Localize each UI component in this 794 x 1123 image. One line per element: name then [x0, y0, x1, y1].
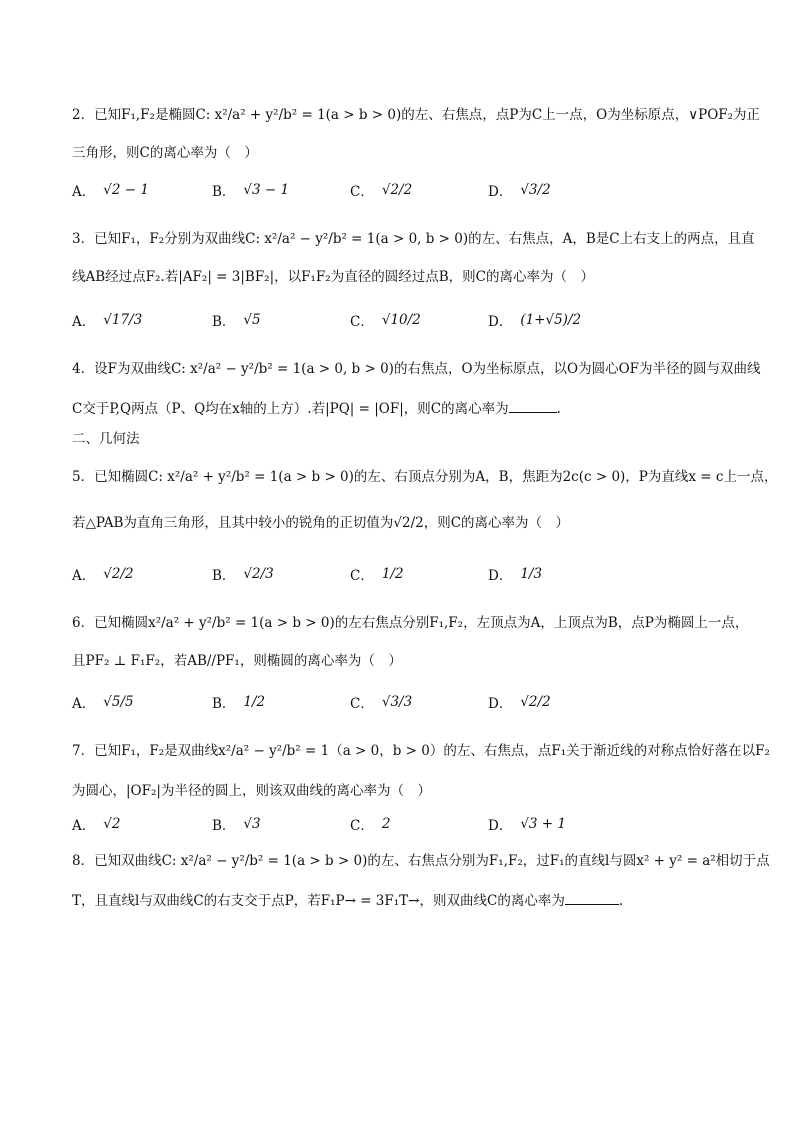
question-3-line-1: 3．已知F₁，F₂分别为双曲线C: x²/a² − y²/b² = 1(a > 0, b > 0)的左、右焦点，A，B是C上右支上的两点，且直 — [72, 231, 755, 247]
question-6-line-2: 且PF₂ ⊥ F₁F₂，若AB//PF₁，则椭圆的离心率为（ ） — [72, 653, 402, 669]
question-6-options — [72, 684, 732, 720]
option-d: D． √3 + 1 — [488, 816, 567, 834]
question-4-line-2: C交于P,Q两点（P、Q均在x轴的上方）.若|PQ| = |OF|，则C的离心率为 . — [72, 401, 561, 417]
option-a: A． √2/2 — [72, 566, 134, 584]
question-2-line-2: 三角形，则C的离心率为（ ） — [72, 145, 258, 161]
option-b: B． √3 — [212, 816, 261, 834]
option-c: C． √2/2 — [350, 182, 413, 200]
section-heading-geometry: 二、几何法 — [72, 431, 140, 447]
answer-blank[interactable] — [565, 892, 619, 905]
option-a: A． √17/3 — [72, 312, 143, 330]
answer-blank[interactable] — [509, 400, 557, 413]
option-a: A． √2 − 1 — [72, 182, 149, 200]
option-b: B． 1/2 — [212, 694, 266, 712]
question-8-line-2: T，且直线l与双曲线C的右支交于点P，若F₁P→ = 3F₁T→，则双曲线C的离心率为 . — [72, 893, 624, 909]
option-b: B． √5 — [212, 312, 261, 330]
question-2-line-1: 2．已知F₁,F₂是椭圆C: x²/a² + y²/b² = 1(a > b > 0)的左、右焦点，点P为C上一点，O为坐标原点，∨POF₂为正 — [72, 107, 761, 123]
question-7-options — [72, 806, 732, 842]
question-6-line-1: 6．已知椭圆x²/a² + y²/b² = 1(a > b > 0)的左右焦点分别F₁,F₂，左顶点为A，上顶点为B，点P为椭圆上一点， — [72, 615, 749, 631]
option-c: C． 1/2 — [350, 566, 404, 584]
option-d: D． √2/2 — [488, 694, 551, 712]
option-b: B． √3 − 1 — [212, 182, 290, 200]
option-d: D． 1/3 — [488, 566, 543, 584]
question-8-line-1: 8．已知双曲线C: x²/a² − y²/b² = 1(a > b > 0)的左、右焦点分别为F₁,F₂，过F₁的直线l与圆x² + y² = a²相切于点 — [72, 853, 770, 869]
question-3-line-2: 线AB经过点F₂.若|AF₂| = 3|BF₂|，以F₁F₂为直径的圆经过点B，则C的离心率为（ ） — [72, 269, 594, 285]
question-5-options — [72, 556, 732, 592]
question-7-line-1: 7．已知F₁，F₂是双曲线x²/a² − y²/b² = 1（a > 0，b > 0）的左、右焦点，点F₁关于渐近线的对称点恰好落在以F₂ — [72, 743, 770, 759]
option-b: B． √2/3 — [212, 566, 274, 584]
question-7-line-2: 为圆心，|OF₂|为半径的圆上，则该双曲线的离心率为（ ） — [72, 783, 431, 799]
option-c: C． 2 — [350, 816, 391, 834]
question-4-line-1: 4．设F为双曲线C: x²/a² − y²/b² = 1(a > 0, b > 0)的右焦点，O为坐标原点，以O为圆心OF为半径的圆与双曲线 — [72, 361, 761, 377]
question-3-options — [72, 302, 732, 338]
option-c: C． √3/3 — [350, 694, 413, 712]
question-2-options — [72, 172, 732, 208]
question-5-line-2: 若△PAB为直角三角形，且其中较小的锐角的正切值为√2/2，则C的离心率为（ ） — [72, 515, 570, 531]
option-a: A． √2 — [72, 816, 121, 834]
option-c: C． √10/2 — [350, 312, 421, 330]
question-5-line-1: 5．已知椭圆C: x²/a² + y²/b² = 1(a > b > 0)的左、右顶点分别为A，B，焦距为2c(c > 0)，P为直线x = c上一点， — [72, 469, 778, 485]
option-d: D． √3/2 — [488, 182, 551, 200]
option-d: D． (1+√5)/2 — [488, 312, 582, 330]
option-a: A． √5/5 — [72, 694, 134, 712]
